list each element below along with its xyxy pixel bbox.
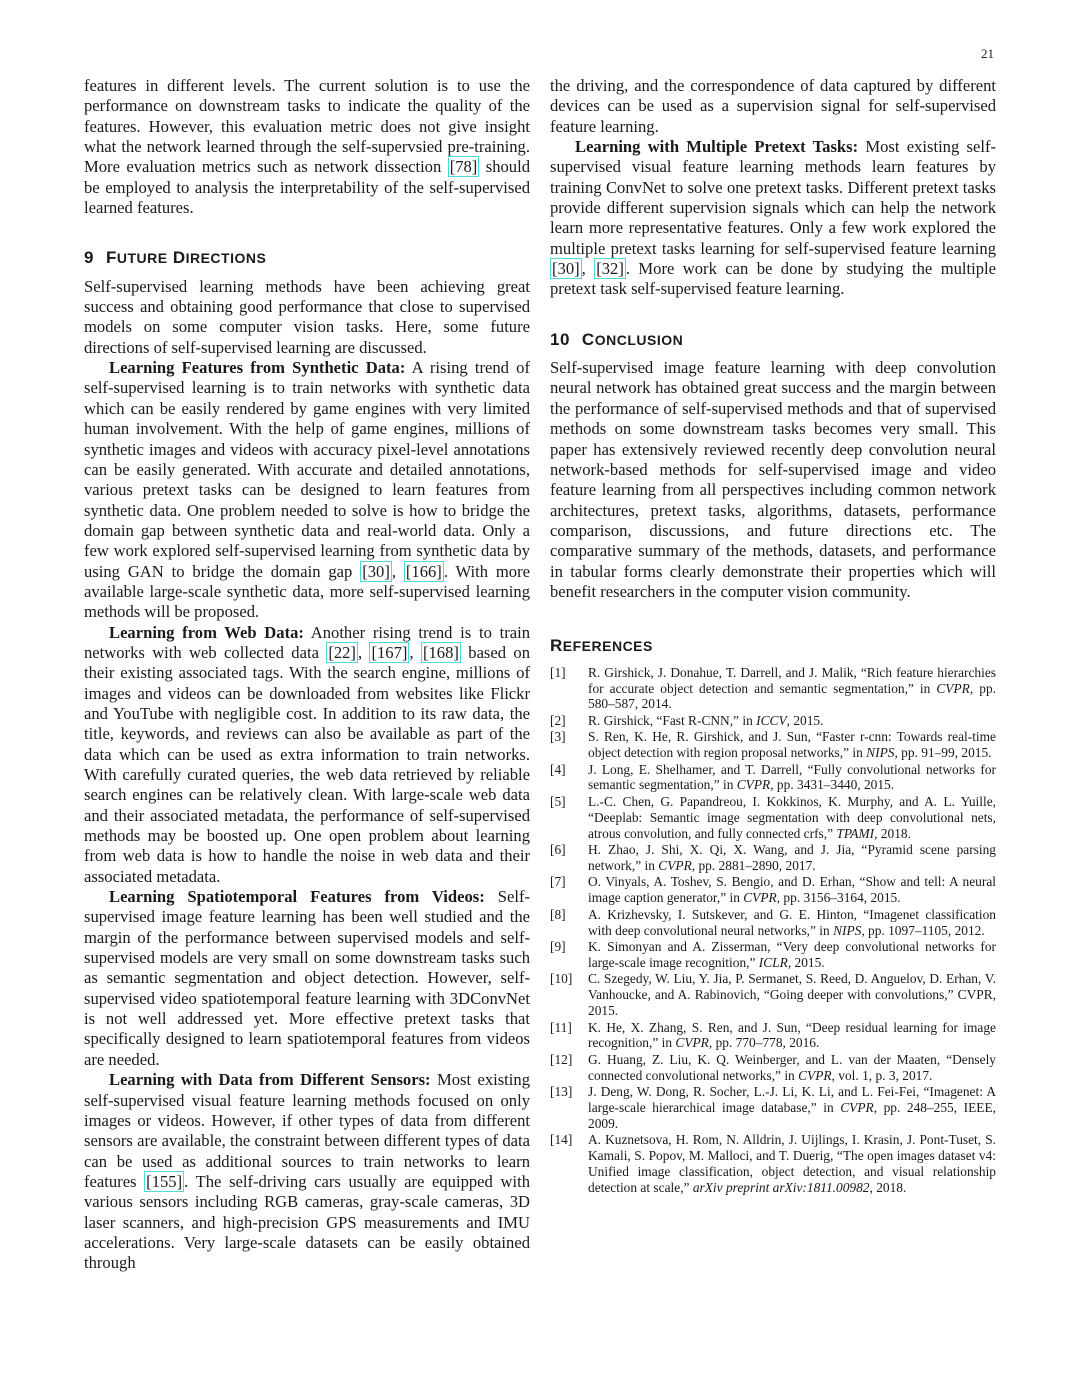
reference-item — [550, 842, 996, 874]
section-number: 9 — [84, 248, 94, 268]
reference-item — [550, 713, 996, 729]
reference-text: R. Girshick, J. Donahue, T. Darrell, and J. Malik, “Rich feature hierarchies for accurate object detection and semantic segmentation,” in CVPR, pp. 580–587, 2014. — [588, 664, 996, 712]
venue: arXiv preprint arXiv:1811.00982 — [692, 1180, 870, 1196]
reference-text: J. Deng, W. Dong, R. Socher, L.-J. Li, K. Li, and L. Fei-Fei, “Imagenet: A large-scale hierarchical image database,” in CVPR, pp. 248–255, IEEE, 2009. — [588, 1084, 996, 1131]
right-column — [550, 76, 996, 1197]
citation-link[interactable]: [30] — [362, 561, 390, 581]
citation-link[interactable]: [167] — [371, 642, 408, 662]
paragraph: Learning with Multiple Pretext Tasks: Most existing self-supervised visual feature learning methods learn features by training ConvNet to solve one pretext tasks. Different pretext tasks provide different supervision signals which can help the network learn more representative features. Only a few work explored the multiple pretext tasks learning for self-supervised feature learning [30] , [32] . More work can be done by studying the multiple pretext task self-supervised feature learning. — [550, 137, 997, 299]
citation-link[interactable]: [155] — [146, 1171, 183, 1191]
reference-number: [3] — [550, 729, 566, 745]
reference-number: [5] — [550, 793, 566, 809]
venue: NIPS — [866, 745, 895, 761]
reference-number: [1] — [550, 664, 566, 680]
reference-text: R. Girshick, “Fast R-CNN,” in ICCV, 2015. — [588, 712, 824, 728]
paragraph-heading: Learning Spatiotemporal Features from Videos: — [109, 887, 485, 907]
paragraph: Learning from Web Data: Another rising trend is to train networks with web collected data [22] , [167] , [168] based on their existing associated tags. With the search engine, millions of images and videos can be downloaded from websites like Flickr and YouTube with negligible cost. In addition to its raw data, the title, keywords, and reviews can also be available as part of the data which can be used as extra information to train networks. With carefully curated queries, the web data retrieved by reliable search engines can be relatively clean. With large-scale web data and their associated metadata, the performance of self-supervised methods may be boosted up. One open problem about learning from web data is how to handle the noise in web data and their associated metadata. — [84, 622, 531, 886]
paragraph-heading: Learning Features from Synthetic Data: — [109, 358, 406, 378]
section-heading — [550, 330, 996, 350]
reference-number: [10] — [550, 971, 573, 987]
reference-text: K. He, X. Zhang, S. Ren, and J. Sun, “Deep residual learning for image recognition,” in CVPR, pp. 770–778, 2016. — [588, 1019, 996, 1051]
paragraph: Self-supervised learning methods have been achieving great success and obtaining good performance that close to supervised models on some computer vision tasks. Here, some future directions of self-supervised learning are discussed. — [84, 276, 530, 357]
reference-text: J. Long, E. Shelhamer, and T. Darrell, “Fully convolutional networks for semantic segmentation,” in CVPR, pp. 3431–3440, 2015. — [588, 761, 996, 793]
reference-text: A. Krizhevsky, I. Sutskever, and G. E. Hinton, “Imagenet classification with deep convolutional neural networks,” in NIPS, pp. 1097–1105, 2012. — [588, 906, 996, 938]
reference-text: A. Kuznetsova, H. Rom, N. Alldrin, J. Uijlings, I. Krasin, J. Pont-Tuset, S. Kamali, S. Popov, M. Malloci, and T. Duerig, “The open images dataset v4: Unified image classification, object detection, and visual relationship detection at scale,” arXiv preprint arXiv:1811.00982, 2018. — [588, 1132, 996, 1196]
paragraph-heading: Learning with Multiple Pretext Tasks: — [575, 137, 859, 157]
venue: CVPR — [798, 1067, 832, 1083]
paragraph: Learning Spatiotemporal Features from Videos: Self-supervised image feature learning has been well studied and the margin of the performance between supervised models and self-supervised models are very small on some downstream tasks such as semantic segmentation and object detection. However, self-supervised video spatiotemporal feature learning with 3DConvNet is not well addressed yet. More effective pretext tasks that specifically designed to learn spatiotemporal features from videos are needed. — [84, 887, 530, 1069]
reference-number: [8] — [550, 906, 566, 922]
reference-number: [12] — [550, 1051, 573, 1067]
reference-item — [550, 939, 996, 971]
reference-text: L.-C. Chen, G. Papandreou, I. Kokkinos, K. Murphy, and A. L. Yuille, “Deeplab: Semantic image segmentation with deep convolutional nets, atrous convolution, and fully connected crfs,” TPAMI, 2018. — [588, 793, 996, 841]
page-number: 21 — [981, 46, 994, 61]
venue: NIPS — [833, 922, 862, 938]
left-column — [84, 76, 530, 1274]
section-heading — [84, 248, 530, 268]
reference-number: [13] — [550, 1084, 573, 1100]
paragraph: the driving, and the correspondence of data captured by different devices can be used as a supervision signal for self-supervised feature learning. — [550, 76, 996, 136]
venue: CVPR — [675, 1035, 709, 1051]
section-title: CONCLUSION — [581, 329, 684, 349]
reference-item — [550, 874, 996, 906]
reference-number: [14] — [550, 1132, 573, 1148]
reference-text: K. Simonyan and A. Zisserman, “Very deep convolutional networks for large-scale image recognition,” ICLR, 2015. — [588, 939, 996, 970]
venue: ICLR — [758, 954, 788, 970]
paragraph: Learning Features from Synthetic Data: A rising trend of self-supervised learning is to train networks with synthetic data which can be easily rendered by game engines with very limited human involvement. With the help of game engines, millions of synthetic images and videos with accuracy pixel-level annotations can be easily generated. With accurate and detailed annotations, various pretext tasks can be designed to learn features from synthetic data. One problem needed to solve is how to bridge the domain gap between synthetic data and real-world data. Only a few work explored self-supervised learning from synthetic data by using GAN to bridge the domain gap [30] , [166] . With more available large-scale synthetic data, more self-supervised learning methods will be proposed. — [84, 358, 530, 622]
section-title: REFERENCES — [550, 636, 653, 656]
section-number: 10 — [550, 329, 570, 349]
reference-item — [550, 762, 996, 794]
section-title: FUTURE DIRECTIONS — [105, 248, 267, 268]
venue: CVPR — [658, 857, 692, 873]
paragraph: features in different levels. The current solution is to use the performance on downstream tasks to indicate the quality of the features. However, this evaluation metric does not give insight what the network learned through the self-supervsied pre-training. More evaluation metrics such as network dissection [78] should be employed to analysis the interpretability of the self-supervised learned features. — [84, 76, 530, 218]
reference-number: [2] — [550, 712, 566, 728]
paragraph-heading: Learning with Data from Different Sensors: — [109, 1070, 431, 1090]
reference-item — [550, 1084, 996, 1132]
reference-text: S. Ren, K. He, R. Girshick, and J. Sun, “Faster r-cnn: Towards real-time object detection with region proposal networks,” in NIPS, pp. 91–99, 2015. — [588, 729, 996, 761]
paragraph: Self-supervised image feature learning with deep convolution neural network has obtained great success and the margin between the performance of self-supervised methods and that of supervised methods on some downstream tasks becomes very small. This paper has extensively reviewed recently deep convolution neural network-based methods for self-supervised image and video feature learning from all perspectives including common network architectures, pretext tasks, algorithms, datasets, performance comparison, discussions, and future directions etc. The comparative summary of the methods, datasets, and performance in tabular forms clearly demonstrate their properties which will benefit researchers in the computer vision community. — [550, 358, 996, 601]
reference-item — [550, 971, 996, 1019]
reference-item — [550, 665, 996, 713]
reference-text: C. Szegedy, W. Liu, Y. Jia, P. Sermanet, S. Reed, D. Anguelov, D. Erhan, V. Vanhoucke, and A. Rabinovich, “Going deeper with convolutions,” CVPR, 2015. — [588, 971, 996, 1019]
reference-text: G. Huang, Z. Liu, K. Q. Weinberger, and L. van der Maaten, “Densely connected convolutional networks,” in CVPR, vol. 1, p. 3, 2017. — [588, 1051, 996, 1083]
citation-link[interactable]: [22] — [328, 642, 356, 662]
paragraph: Learning with Data from Different Sensors: Most existing self-supervised visual feature learning methods focused on only images or videos. However, if other types of data from different sensors are available, the constraint between different types of data can be used as additional sources to train networks to learn features [155] . The self-driving cars usually are equipped with various sensors including RGB cameras, gray-scale cameras, 3D laser scanners, and high-precision GPS measurements and IMU accelerations. Very large-scale datasets can be easily obtained through — [84, 1070, 530, 1273]
reference-number: [7] — [550, 874, 566, 890]
venue: ICCV — [756, 712, 787, 728]
venue: CVPR — [936, 680, 970, 696]
venue: CVPR — [840, 1100, 874, 1116]
citation-link[interactable]: [166] — [405, 561, 442, 581]
reference-number: [6] — [550, 842, 566, 858]
venue: CVPR — [743, 890, 777, 906]
citation-link[interactable]: [78] — [449, 157, 478, 177]
reference-item — [550, 1052, 996, 1084]
reference-item — [550, 1132, 996, 1196]
citation-link[interactable]: [32] — [596, 259, 624, 279]
venue: CVPR — [736, 777, 771, 793]
citation-link[interactable]: [168] — [422, 642, 459, 662]
reference-text: O. Vinyals, A. Toshev, S. Bengio, and D. Erhan, “Show and tell: A neural image caption generator,” in CVPR, pp. 3156–3164, 2015. — [588, 874, 996, 906]
reference-item — [550, 729, 996, 761]
reference-list — [550, 665, 996, 1196]
reference-number: [4] — [550, 761, 566, 777]
section-heading — [550, 636, 996, 656]
reference-text: H. Zhao, J. Shi, X. Qi, X. Wang, and J. Jia, “Pyramid scene parsing network,” in CVPR, pp. 2881–2890, 2017. — [588, 842, 996, 873]
reference-item — [550, 907, 996, 939]
reference-item — [550, 794, 996, 842]
citation-link[interactable]: [30] — [552, 259, 580, 279]
reference-item — [550, 1020, 996, 1052]
paragraph-heading: Learning from Web Data: — [109, 622, 304, 642]
reference-number: [9] — [550, 939, 566, 954]
reference-number: [11] — [550, 1019, 572, 1035]
venue: TPAMI — [836, 825, 875, 841]
